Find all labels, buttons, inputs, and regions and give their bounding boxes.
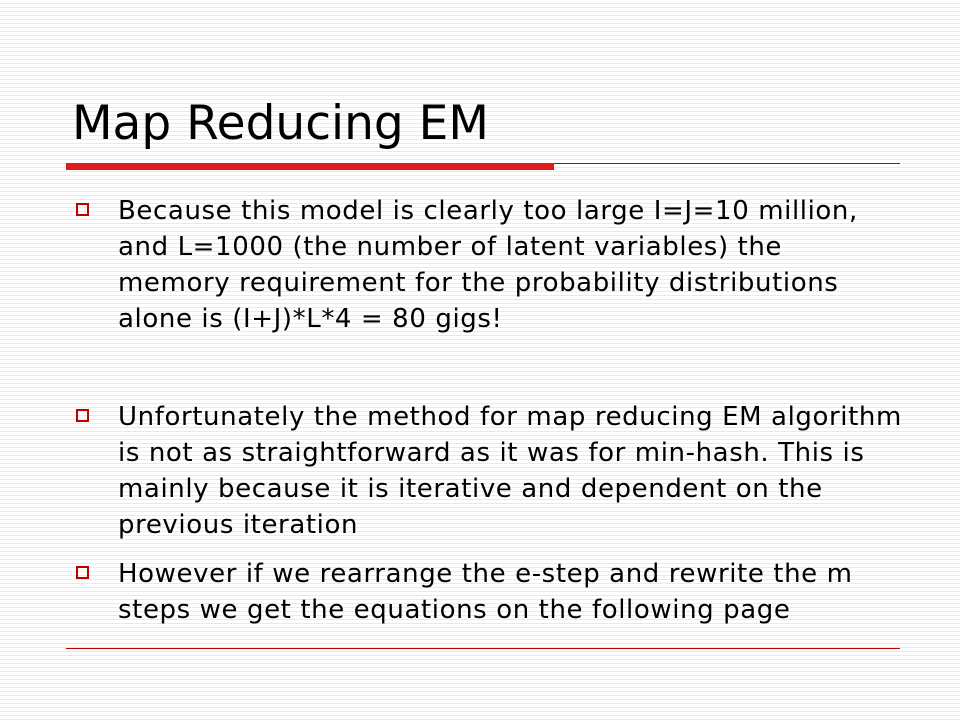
bullet-text: However if we rearrange the e-step and rewrite the m steps we get the equations on the following page	[118, 559, 853, 625]
hollow-square-icon	[76, 203, 89, 216]
hollow-square-icon	[76, 409, 89, 422]
hollow-square-icon	[76, 566, 89, 579]
footer-rule	[66, 648, 900, 649]
slide-title: Map Reducing EM	[72, 96, 489, 151]
bullet-text: Because this model is clearly too large I=J=10 million, and L=1000 (the number of latent variables) the memory requirement for the probability distributions alone is (I+J)*L*4 = 80 gigs!	[118, 196, 858, 334]
bullet-text: Unfortunately the method for map reducing EM algorithm is not as straightforward as it was for min-hash. This is mainly because it is iterative and dependent on the previous iteration	[118, 402, 902, 540]
title-underline-thick	[66, 163, 554, 170]
